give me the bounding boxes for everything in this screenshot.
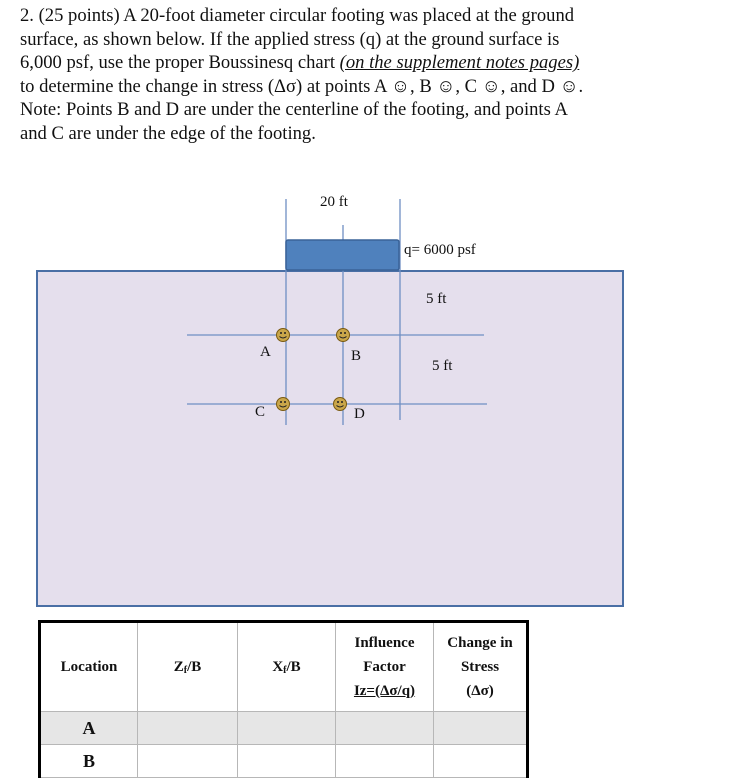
depth-5ft-label-1: 5 ft (426, 291, 447, 307)
cell-b-xf-b[interactable] (238, 745, 336, 778)
cell-b-change[interactable] (434, 745, 528, 778)
point-c-label: C (255, 404, 266, 420)
table-header-row (40, 622, 528, 712)
header-change-in-stress: Change in Stress (Δσ) (434, 622, 528, 712)
problem-line-4: to determine the change in stress (Δσ) at points A ☺, B ☺, C ☺, and D ☺. (20, 75, 584, 97)
point-d-label: D (354, 406, 365, 422)
point-c-smiley-icon (277, 398, 290, 411)
problem-line-3-text: 6,000 psf, use the proper Boussinesq chart (20, 52, 340, 73)
footing-width-label: 20 ft (320, 194, 348, 210)
problem-line-5: Note: Points B and D are under the centerline of the footing, and points A (20, 99, 568, 120)
applied-stress-label: q= 6000 psf (404, 242, 476, 258)
table-row (40, 745, 528, 778)
point-b-label: B (351, 348, 362, 364)
cell-a-influence[interactable] (336, 712, 434, 745)
header-influence-factor: Influence Factor Iz=(Δσ/q) (336, 622, 434, 712)
header-xf-b: $X_f/B$ (238, 622, 336, 712)
header-zf-b: $Z_f/B$ (138, 622, 238, 712)
header-location: Location (40, 622, 138, 712)
cell-a-xf-b[interactable] (238, 712, 336, 745)
cell-a-change[interactable] (434, 712, 528, 745)
cell-a-zf-b[interactable] (138, 712, 238, 745)
cell-b-zf-b[interactable] (138, 745, 238, 778)
depth-5ft-label-2: 5 ft (432, 358, 453, 374)
point-a-label: A (260, 344, 271, 360)
supplement-notes-link[interactable]: (on the supplement notes pages) (339, 52, 580, 73)
row-location-a: A (40, 712, 138, 745)
row-location-b: B (40, 745, 138, 778)
point-b-smiley-icon (337, 329, 350, 342)
footing (286, 240, 399, 270)
problem-line-2: surface, as shown below. If the applied stress (q) at the ground surface is (20, 28, 560, 50)
problem-line-6: and C are under the edge of the footing. (20, 122, 316, 144)
table-row (40, 712, 528, 745)
cell-b-influence[interactable] (336, 745, 434, 778)
answer-table (38, 620, 529, 778)
problem-line-1: 2. (25 points) A 20-foot diameter circular footing was placed at the ground (20, 5, 575, 26)
point-a-smiley-icon (277, 329, 290, 342)
point-d-smiley-icon (334, 398, 347, 411)
soil-region (37, 271, 623, 606)
